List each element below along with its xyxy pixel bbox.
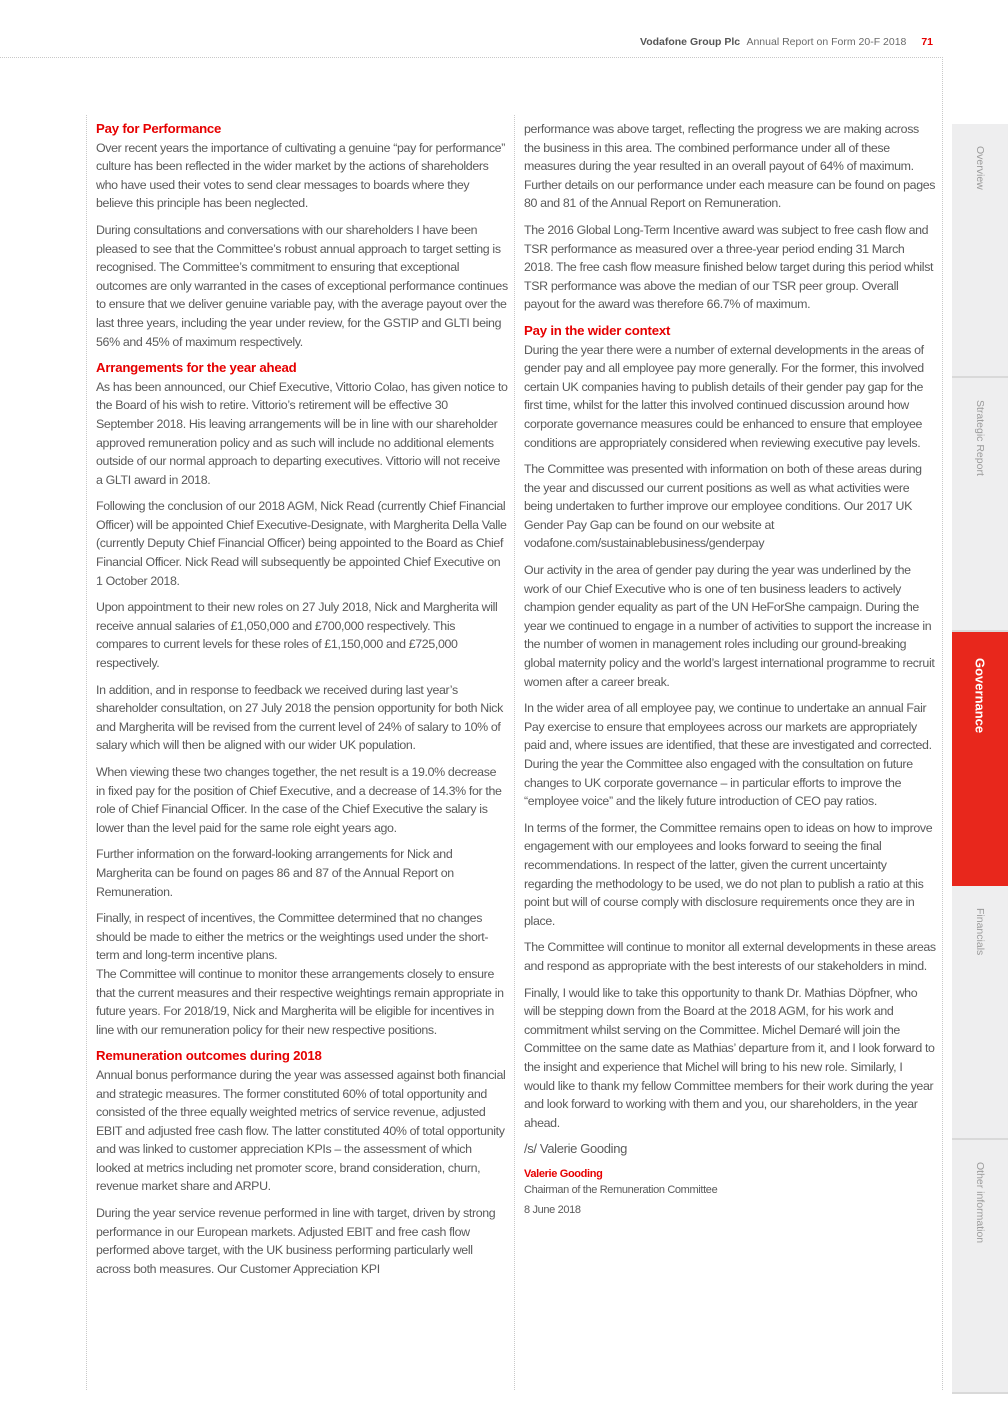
paragraph: The 2016 Global Long-Term Incentive award was subject to free cash flow and TSR performance as measured over a three-year period ending 31 March 2018. The free cash flow measure finished below target during this period whilst TSR performance was above the median of our TSR peer group. Overall payout for the award was therefore 66.7% of maximum. <box>524 222 934 312</box>
left-column-rule <box>86 115 87 1390</box>
tab-governance[interactable] <box>952 632 1008 886</box>
page-header <box>640 36 933 48</box>
tab-label: Overview <box>974 146 986 190</box>
section-heading-pay-wider-context: Pay in the wider context <box>524 322 671 338</box>
paragraph: Upon appointment to their new roles on 27 July 2018, Nick and Margherita will receive annual salaries of £1,050,000 and £700,000 respectively. This compares to current levels for these roles of £1,150,000 and £725,000 respectively. <box>96 600 498 671</box>
paragraph: In terms of the former, the Committee remains open to ideas on how to improve engagement with our employees and looks forward to seeing the final recommendations. In respect of the latter, given the current uncertainty regarding the methodology to be used, we do not plan to publish a ratio at this point but will of course comply with disclosure requirements once they are in place. <box>524 820 933 928</box>
tab-label: Other information <box>974 1162 986 1244</box>
page-number: 71 <box>921 36 933 48</box>
paragraph: Further information on the forward-looking arrangements for Nick and Margherita can be found on pages 86 and 87 of the Annual Report on Remuneration. <box>96 847 454 899</box>
paragraph: During the year service revenue performed in line with target, driven by strong performance in our European markets. Adjusted EBIT and free cash flow performed above target, with the UK business performing particularly well across both measures. Our Customer Appreciation KPI <box>96 1206 496 1276</box>
tab-financials[interactable] <box>952 886 1008 1140</box>
paragraph: performance was above target, reflecting the progress we are making across the business in this area. The combined performance under all of these measures during the year resulted in an overall payout of 64% of maximum. Further details on our performance under each measure can be found on pages 80 and 81 of the Annual Report on Remuneration. <box>524 122 936 211</box>
tab-overview[interactable] <box>952 124 1008 378</box>
paragraph: In the wider area of all employee pay, we continue to undertake an annual Fair Pay exercise to ensure that employees across our markets are appropriately paid and, where issues are identified, that these are investigated and corrected. During the year the Committee also engaged with the consultation on future changes to UK corporate governance – in particular efforts to improve the “employee voice” and the likely future introduction of CEO pay ratios. <box>524 701 932 809</box>
company-name: Vodafone Group Plc <box>639 36 741 48</box>
paragraph: During the year there were a number of external developments in the areas of gender pay and all employee pay more generally. For the former, this involved certain UK companies having to publish details of their gender pay gap for the first time, whilst for the latter this involved continued discussion around how corporate governance measures could be enhanced to ensure that employee conditions are appropriately considered when reviewing executive pay levels. <box>524 342 924 450</box>
middle-column-rule <box>514 115 515 1390</box>
section-heading-remuneration-outcomes: Remuneration outcomes during 2018 <box>96 1048 322 1064</box>
signature: /s/ Valerie Gooding <box>524 1141 627 1157</box>
letter-date: 8 June 2018 <box>524 1203 581 1216</box>
paragraph: When viewing these two changes together, the net result is a 19.0% decrease in fixed pay for the position of Chief Executive, and a decrease of 14.3% for the role of Chief Financial Officer. In the case of the Chief Executive the salary is lower than the level paid for the same role eight years ago. <box>96 765 502 835</box>
section-heading-pay-for-performance: Pay for Performance <box>96 121 222 136</box>
paragraph: The Committee will continue to monitor all external developments in these areas and respond as appropriate with the best interests of our stakeholders in mind. <box>524 940 936 973</box>
tab-label: Governance <box>972 658 988 734</box>
signer-name: Valerie Gooding <box>524 1167 603 1180</box>
right-column <box>524 120 936 1218</box>
report-title: Annual Report on Form 20-F 2018 <box>746 36 907 48</box>
paragraph: As has been announced, our Chief Executive, Vittorio Colao, has given notice to the Board of his wish to retire. Vittorio’s retirement will be effective 30 September 2018. His leaving arrangements will be in line with our shareholder approved remuneration policy and as such will include no additional elements outside of our normal approach to departing executives. Vittorio will not receive a GLTI award in 2018. <box>96 379 508 487</box>
paragraph: During consultations and conversations with our shareholders I have been pleased to see that the Committee’s robust annual approach to target setting is recognised. The Committee’s commitment to ensuring that exceptional outcomes are only warranted in the cases of exceptional performance continues to ensure that we deliver genuine variable pay, with the average payout over the last three years, including the year under review, for the GSTIP and GLTI being 56% and 45% of maximum respectively. <box>96 222 508 349</box>
tab-label: Strategic Report <box>974 400 986 476</box>
paragraph: Annual bonus performance during the year was assessed against both financial and strategic measures. The former constituted 60% of total opportunity and consisted of the three equally weighted metrics of service revenue, adjusted EBIT and adjusted free cash flow. The latter constituted 40% of total opportunity and was linked to customer appreciation KPIs – the assessment of which looked at metrics including net promoter score, brand consideration, churn, revenue market share and ARPU. <box>96 1067 506 1194</box>
paragraph: Following the conclusion of our 2018 AGM, Nick Read (currently Chief Financial Officer) will be appointed Chief Executive-Designate, with Margherita Della Valle (currently Deputy Chief Financial Officer) being appointed to the Board as Chief Financial Officer. Nick Read will subsequently be appointed Chief Executive on 1 October 2018. <box>96 499 507 588</box>
paragraph: Finally, I would like to take this opportunity to thank Dr. Mathias Döpfner, who will be stepping down from the Board at the 2018 AGM, for his work and commitment whilst serving on the Committee. Michel Demaré will join the Committee on the same date as Mathias’ departure from it, and I look forward to the insight and experience that Michel will bring to his new role. Similarly, I would like to thank my fellow Committee members for their work during the year and look forward to working with them and you, our shareholders, in the year ahead. <box>524 985 935 1130</box>
paragraph: In addition, and in response to feedback we received during last year’s shareholder consultation, on 27 July 2018 the pension opportunity for both Nick and Margherita will be revised from the current level of 24% of salary to 10% of salary which will then be aligned with our wider UK population. <box>96 682 503 753</box>
paragraph: Finally, in respect of incentives, the Committee determined that no changes should be made to either the metrics or the weightings used under the short-term and long-term incentive plans. <box>96 911 489 963</box>
section-heading-arrangements: Arrangements for the year ahead <box>96 360 297 376</box>
section-tabs <box>952 124 1008 1394</box>
left-column <box>96 120 508 1286</box>
tab-strategic-report[interactable] <box>952 378 1008 632</box>
paragraph: Over recent years the importance of cultivating a genuine “pay for performance” culture has been reflected in the wider market by the actions of shareholders who have used their votes to send clear messages to boards where they believe this principle has been neglected. <box>96 140 505 211</box>
tab-other-information[interactable] <box>952 1140 1008 1394</box>
header-divider <box>0 57 943 58</box>
signer-title: Chairman of the Remuneration Committee <box>524 1183 718 1196</box>
paragraph: The Committee will continue to monitor these arrangements closely to ensure that the current measures and their respective weightings remain appropriate in future years. For 2018/19, Nick and Margherita will be eligible for incentives in line with our remuneration policy for their new respective positions. <box>96 966 504 1037</box>
tab-label: Financials <box>974 908 986 956</box>
content-right-border <box>942 57 943 1390</box>
paragraph: Our activity in the area of gender pay during the year was underlined by the work of our Chief Executive who is one of ten business leaders to actively champion gender equality as part of the UN HeForShe campaign. During the year we continued to engage in a number of activities to support the increase in the number of women in management roles including our ground-breaking global maternity policy and the world’s largest international programme to recruit women after a career break. <box>524 563 935 689</box>
paragraph: The Committee was presented with information on both of these areas during the year and discussed our current positions as well as what activities were being undertaken to further improve our employee conditions. Our 2017 UK Gender Pay Gap can be found on our website at vodafone.com/sustainablebusiness/genderpay <box>524 462 922 551</box>
